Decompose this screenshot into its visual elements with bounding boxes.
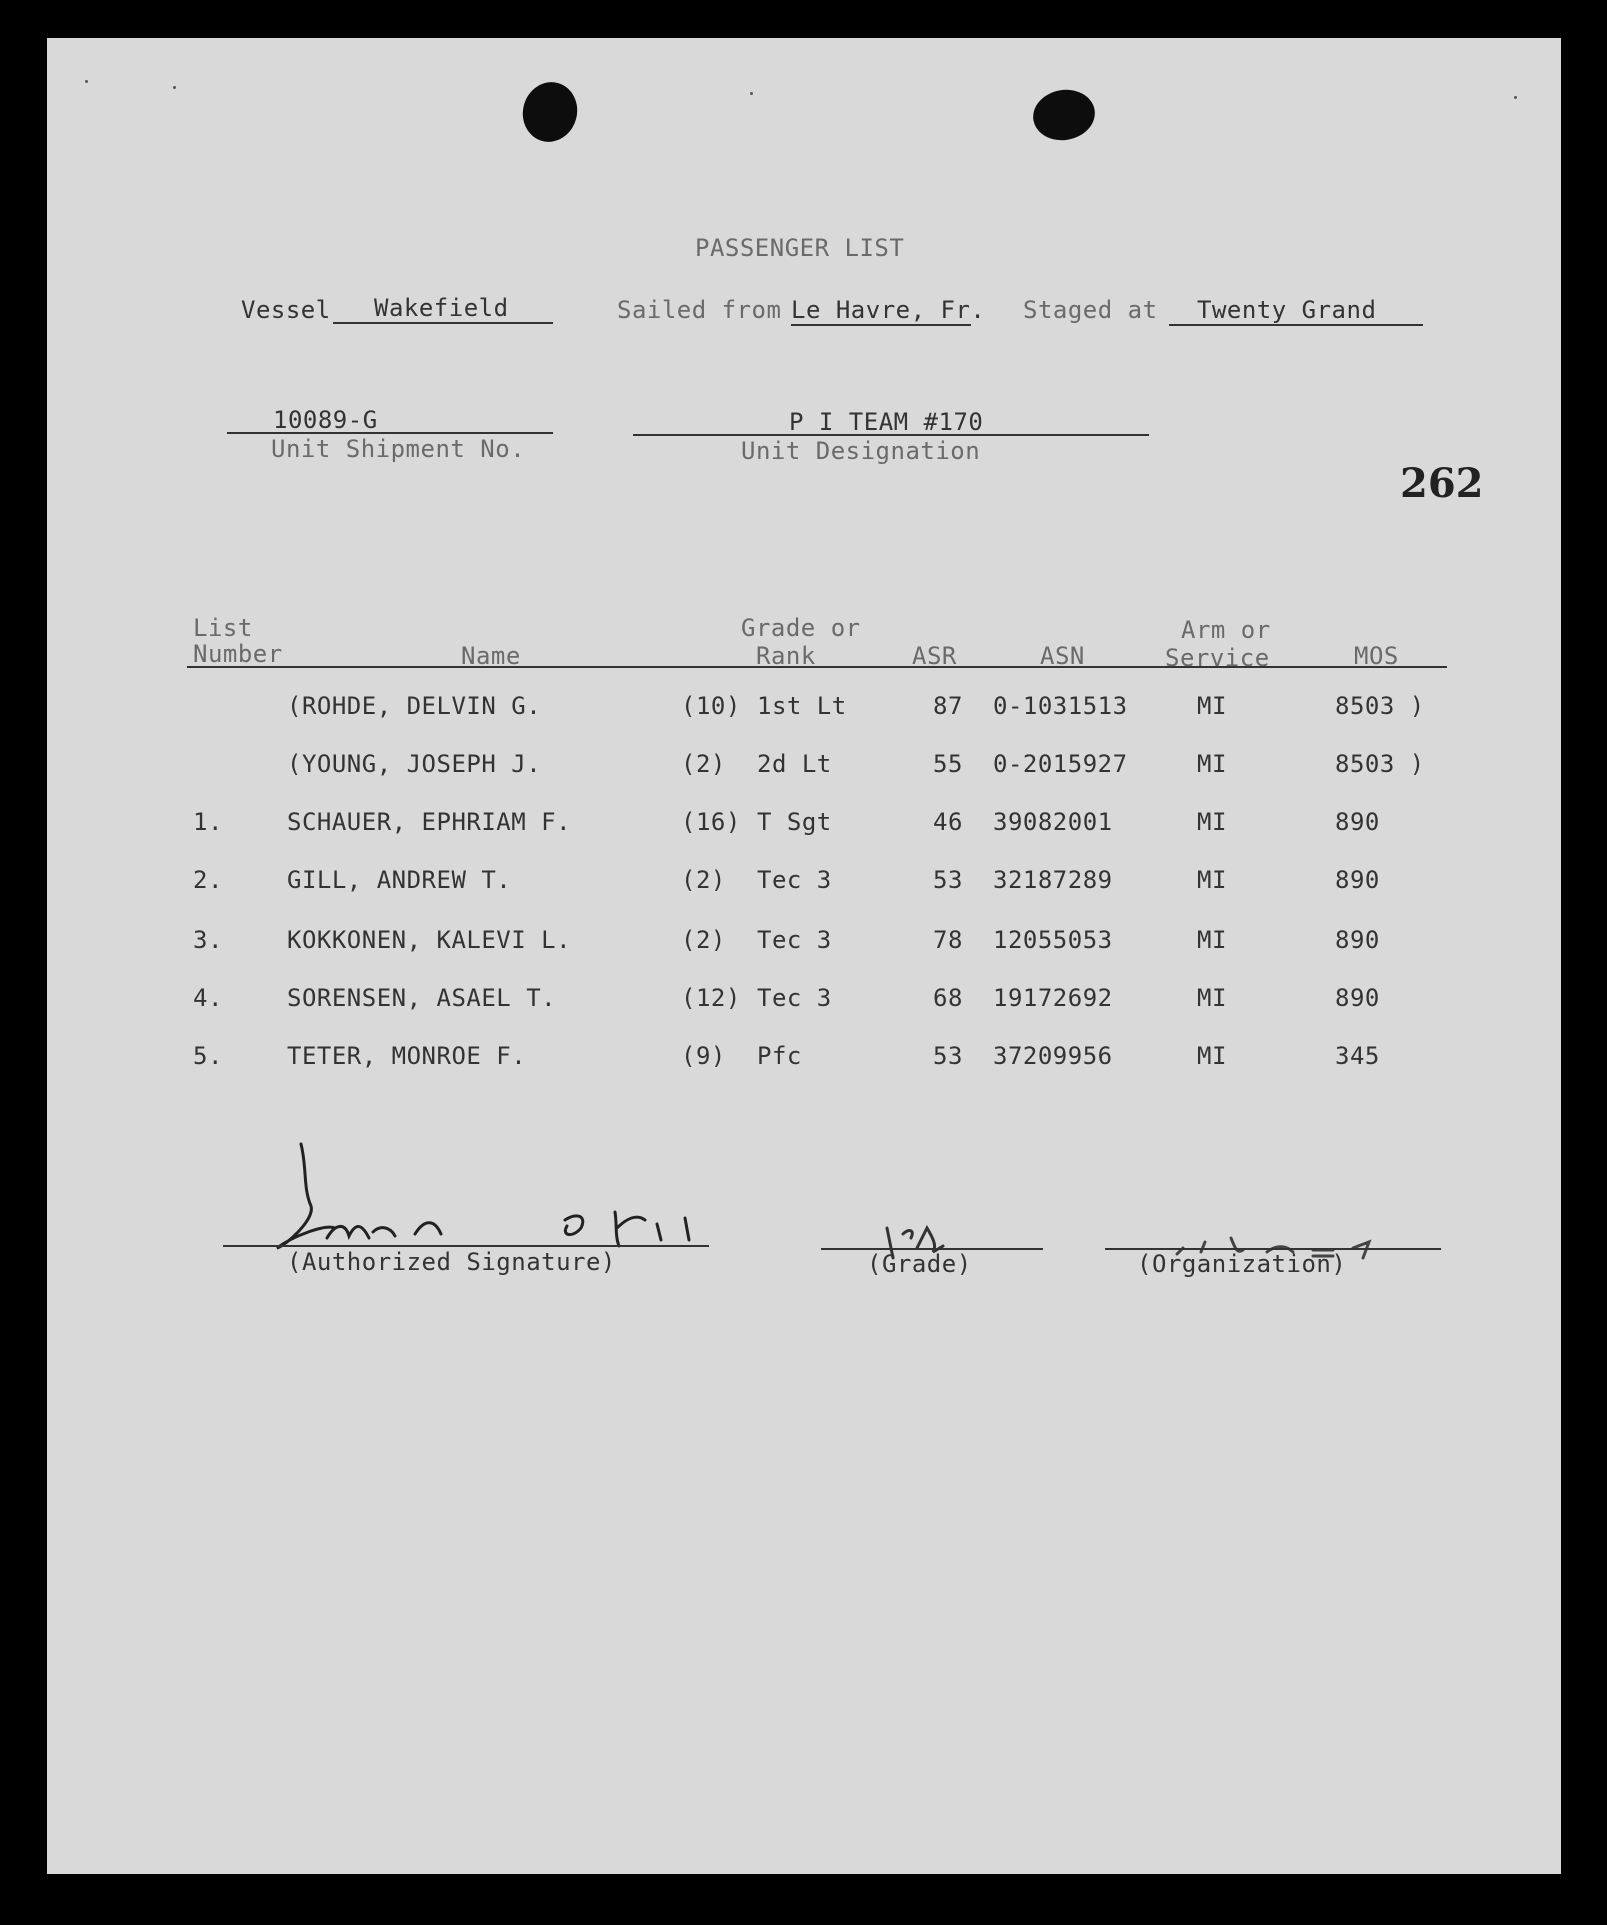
sailed-from-underline <box>791 324 971 326</box>
row-asn: 19172692 <box>993 984 1113 1012</box>
vessel-label: Vessel <box>241 296 331 324</box>
row-asr: 46 <box>933 808 963 836</box>
unit-designation-label: Unit Designation <box>741 437 981 465</box>
row-number: 4. <box>193 984 223 1012</box>
sailed-from-value: Le Havre, Fr. <box>791 296 986 324</box>
punch-hole-right <box>1029 85 1099 145</box>
signature-line <box>223 1245 709 1247</box>
staged-at-label: Staged at <box>1023 296 1158 324</box>
row-dependents: (16) <box>681 808 741 836</box>
row-name: (YOUNG, JOSEPH J. <box>287 750 542 778</box>
header-asr: ASR <box>912 642 957 670</box>
speck <box>85 80 88 83</box>
row-number: 1. <box>193 808 223 836</box>
row-asn: 12055053 <box>993 926 1113 954</box>
grade-label: (Grade) <box>867 1250 972 1278</box>
row-name: SCHAUER, EPHRIAM F. <box>287 808 572 836</box>
unit-shipment-value: 10089-G <box>273 406 378 434</box>
row-mos: 8503 ) <box>1335 750 1425 778</box>
row-name: KOKKONEN, KALEVI L. <box>287 926 572 954</box>
row-mos: 890 <box>1335 984 1380 1012</box>
row-rank: Pfc <box>757 1042 802 1070</box>
row-mos: 8503 ) <box>1335 692 1425 720</box>
unit-shipment-label: Unit Shipment No. <box>271 435 526 463</box>
row-asn: 37209956 <box>993 1042 1113 1070</box>
organization-label: (Organization) <box>1137 1250 1347 1278</box>
header-arm-2: Service <box>1165 644 1270 672</box>
row-dependents: (10) <box>681 692 741 720</box>
row-number: 3. <box>193 926 223 954</box>
header-asn: ASN <box>1040 642 1085 670</box>
page-number: 262 <box>1400 460 1484 507</box>
staged-at-value: Twenty Grand <box>1197 296 1377 324</box>
row-number: 2. <box>193 866 223 894</box>
row-mos: 890 <box>1335 808 1380 836</box>
row-asr: 55 <box>933 750 963 778</box>
header-rule <box>187 666 1447 668</box>
speck <box>173 86 176 89</box>
page-title: PASSENGER LIST <box>695 234 905 262</box>
header-list-number-1: List <box>193 614 253 642</box>
punch-hole-left <box>516 76 584 148</box>
row-asr: 68 <box>933 984 963 1012</box>
row-mos: 890 <box>1335 926 1380 954</box>
row-dependents: (2) <box>681 926 726 954</box>
header-grade-1: Grade or <box>741 614 861 642</box>
row-arm: MI <box>1197 866 1227 894</box>
unit-designation-value: P I TEAM #170 <box>789 408 984 436</box>
speck <box>750 92 753 95</box>
row-name: SORENSEN, ASAEL T. <box>287 984 557 1012</box>
row-asn: 0-2015927 <box>993 750 1128 778</box>
row-name: (ROHDE, DELVIN G. <box>287 692 542 720</box>
row-asr: 53 <box>933 1042 963 1070</box>
staged-at-underline <box>1169 324 1423 326</box>
row-asr: 78 <box>933 926 963 954</box>
row-rank: Tec 3 <box>757 984 832 1012</box>
row-asn: 32187289 <box>993 866 1113 894</box>
row-rank: T Sgt <box>757 808 832 836</box>
row-rank: Tec 3 <box>757 866 832 894</box>
row-dependents: (9) <box>681 1042 726 1070</box>
unit-shipment-underline <box>227 432 553 434</box>
header-grade-2: Rank <box>756 642 816 670</box>
row-arm: MI <box>1197 692 1227 720</box>
header-arm-1: Arm or <box>1181 616 1271 644</box>
row-name: TETER, MONROE F. <box>287 1042 527 1070</box>
row-rank: Tec 3 <box>757 926 832 954</box>
row-dependents: (2) <box>681 866 726 894</box>
document-page <box>47 38 1561 1874</box>
vessel-value: Wakefield <box>374 294 509 322</box>
header-mos: MOS <box>1354 642 1399 670</box>
row-dependents: (2) <box>681 750 726 778</box>
row-rank: 1st Lt <box>757 692 847 720</box>
vessel-underline <box>333 322 553 324</box>
row-dependents: (12) <box>681 984 741 1012</box>
row-rank: 2d Lt <box>757 750 832 778</box>
row-asn: 39082001 <box>993 808 1113 836</box>
row-asr: 87 <box>933 692 963 720</box>
row-asn: 0-1031513 <box>993 692 1128 720</box>
row-mos: 345 <box>1335 1042 1380 1070</box>
speck <box>1514 96 1517 99</box>
header-name: Name <box>461 642 521 670</box>
authorized-signature-label: (Authorized Signature) <box>287 1248 616 1276</box>
row-arm: MI <box>1197 808 1227 836</box>
row-asr: 53 <box>933 866 963 894</box>
row-mos: 890 <box>1335 866 1380 894</box>
row-number: 5. <box>193 1042 223 1070</box>
header-list-number-2: Number <box>193 640 283 668</box>
row-arm: MI <box>1197 926 1227 954</box>
row-name: GILL, ANDREW T. <box>287 866 512 894</box>
unit-designation-underline <box>633 434 1149 436</box>
row-arm: MI <box>1197 750 1227 778</box>
row-arm: MI <box>1197 1042 1227 1070</box>
sailed-from-label: Sailed from <box>617 296 782 324</box>
row-arm: MI <box>1197 984 1227 1012</box>
